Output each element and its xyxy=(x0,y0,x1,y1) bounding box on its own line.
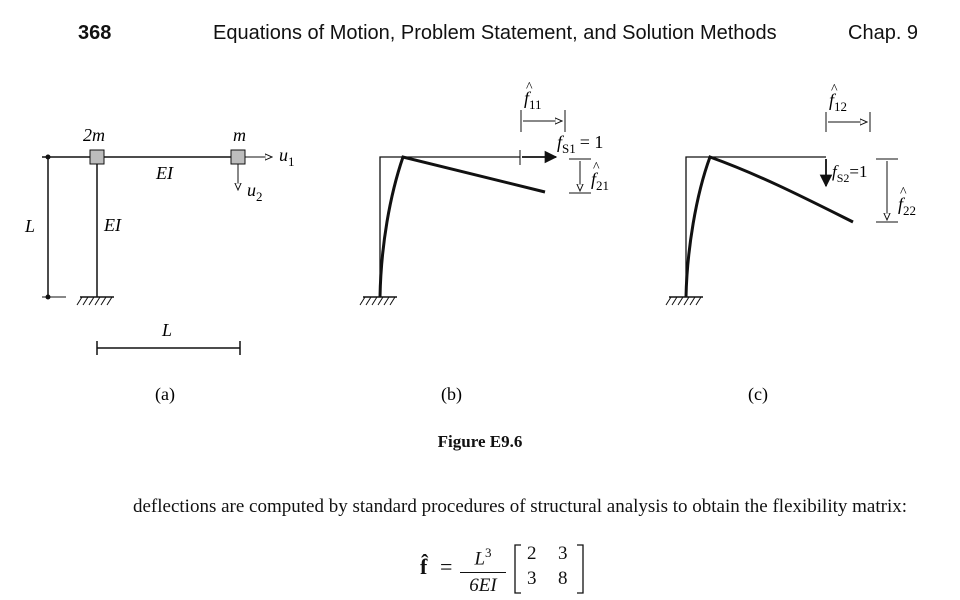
f12-hat: ^ xyxy=(831,82,838,97)
eq-equals: = xyxy=(440,554,453,579)
eq-lhs: f̂ xyxy=(420,554,428,579)
panel-a xyxy=(24,125,295,405)
fs2-label: $f_{S2}=1$ xyxy=(832,162,868,185)
column-ei-label: EI xyxy=(104,215,121,235)
deflection-f22-dim xyxy=(876,159,898,222)
panel-b xyxy=(360,80,609,405)
matrix-cell-22: 8 xyxy=(558,568,568,589)
subfigure-label-b: (b) xyxy=(441,384,462,404)
mass-2m-block xyxy=(90,150,104,164)
beam-ei-label: EI xyxy=(156,163,173,183)
u1-label: $u_1$ xyxy=(279,145,295,169)
running-title: Equations of Motion, Problem Statement, and Solution Methods xyxy=(213,22,777,44)
matrix-cell-11: 2 xyxy=(527,543,537,564)
mass-2m-label: 2m xyxy=(83,125,105,145)
panel-c xyxy=(666,82,916,405)
deflection-f12-dim xyxy=(826,112,870,132)
height-dimension xyxy=(42,155,66,300)
fixed-support-a xyxy=(77,297,114,305)
fixed-support-c xyxy=(666,297,703,305)
fixed-support-b xyxy=(360,297,397,305)
mass-m-label: m xyxy=(233,125,246,145)
figure-caption: Figure E9.6 xyxy=(437,432,523,451)
eq-numerator: $L^3$ xyxy=(474,545,492,570)
eq-fraction xyxy=(460,542,506,597)
page-number: 368 xyxy=(78,22,112,44)
u2-label: $u_2$ xyxy=(247,180,263,204)
f21-label: $f_{21}$ xyxy=(591,169,610,193)
subfigure-label-a: (a) xyxy=(155,384,175,404)
undeformed-frame xyxy=(380,157,520,297)
matrix-brackets xyxy=(512,542,586,596)
f22-label: $f_{22}$ xyxy=(898,194,917,218)
deflection-f21-dim xyxy=(569,159,591,193)
span-label: L xyxy=(162,320,173,340)
deflected-shape xyxy=(686,157,853,297)
f11-label: $f_{11}$ xyxy=(524,88,542,112)
undeformed-frame xyxy=(686,157,826,297)
subfigure-label-c: (c) xyxy=(748,384,768,404)
f11-hat: ^ xyxy=(526,80,533,95)
mass-m-block xyxy=(231,150,245,164)
fs1-label: $f_{S1} = 1$ xyxy=(557,132,604,156)
f21-hat: ^ xyxy=(593,160,600,175)
deflected-shape xyxy=(380,157,545,297)
figure-e9-6 xyxy=(0,70,960,460)
deflection-f11-dim xyxy=(521,110,565,132)
f12-label: $f_{12}$ xyxy=(829,90,848,114)
f22-hat: ^ xyxy=(900,185,907,200)
matrix-cell-21: 3 xyxy=(527,568,537,589)
fraction-bar xyxy=(460,572,506,573)
height-label: L xyxy=(25,216,36,236)
body-paragraph: deflections are computed by standard procedures of structural analysis to obtain the flexibility matrix: xyxy=(133,496,908,517)
eq-denominator: 6EI xyxy=(469,575,497,597)
matrix-cell-12: 3 xyxy=(558,543,568,564)
chapter-label: Chap. 9 xyxy=(848,22,919,44)
span-dimension xyxy=(97,341,240,355)
